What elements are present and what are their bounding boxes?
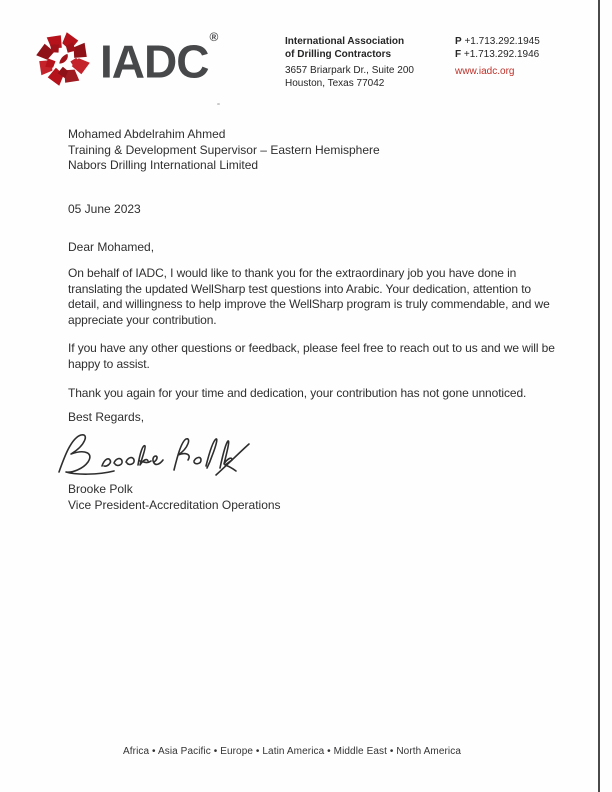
org-name-line1: International Association — [285, 36, 405, 47]
scan-edge-line — [598, 0, 600, 792]
iadc-logo — [34, 28, 216, 90]
org-address-line1: 3657 Briarpark Dr., Suite 200 — [285, 65, 414, 76]
signer-block — [68, 482, 281, 513]
closing-line: Best Regards, — [68, 410, 145, 424]
body-paragraph-1: On behalf of IADC, I would like to thank you for the extraordinary job you have done in translating the updated WellSharp test questions into Arabic. Your dedication, attention to detail, and willingness to help improve the WellSharp program is truly commendable, and we appreciate your contribution. — [68, 266, 550, 327]
recipient-title: Training & Development Supervisor – Eastern Hemisphere — [68, 142, 380, 157]
handwritten-signature — [56, 428, 271, 486]
org-address-line2: Houston, Texas 77042 — [285, 77, 385, 89]
recipient-company: Nabors Drilling International Limited — [68, 158, 259, 172]
signer-name: Brooke Polk — [68, 482, 133, 496]
iadc-wordmark-text: IADC — [100, 35, 209, 88]
iadc-pinwheel-icon — [34, 30, 92, 88]
fax-line — [455, 49, 540, 62]
fax-number: +1.713.292.1946 — [463, 48, 540, 60]
signer-title: Vice President-Accreditation Operations — [68, 497, 281, 512]
phone-number: +1.713.292.1945 — [464, 36, 540, 47]
letter-date: 05 June 2023 — [68, 202, 141, 216]
org-name-line2: of Drilling Contractors — [285, 48, 392, 60]
salutation: Dear Mohamed, — [68, 240, 155, 254]
letterhead-contact-block — [455, 36, 540, 79]
scan-speck — [217, 103, 220, 105]
recipient-block — [68, 127, 380, 174]
footer-regions: Africa • Asia Pacific • Europe • Latin America • Middle East • North America — [122, 746, 461, 757]
website-link: www.iadc.org — [455, 66, 515, 77]
letterhead-org-block — [285, 36, 414, 90]
iadc-wordmark — [100, 28, 216, 90]
recipient-name: Mohamed Abdelrahim Ahmed — [68, 127, 226, 141]
registered-mark: ® — [209, 30, 218, 44]
body-paragraph-2: If you have any other questions or feedback, please feel free to reach out to us and we will be happy to assist. — [68, 341, 555, 371]
phone-label: P — [455, 36, 462, 47]
body-paragraph-3: Thank you again for your time and dedication, your contribution has not gone unnoticed. — [68, 386, 527, 400]
phone-line — [455, 36, 540, 49]
fax-label: F — [455, 48, 462, 60]
